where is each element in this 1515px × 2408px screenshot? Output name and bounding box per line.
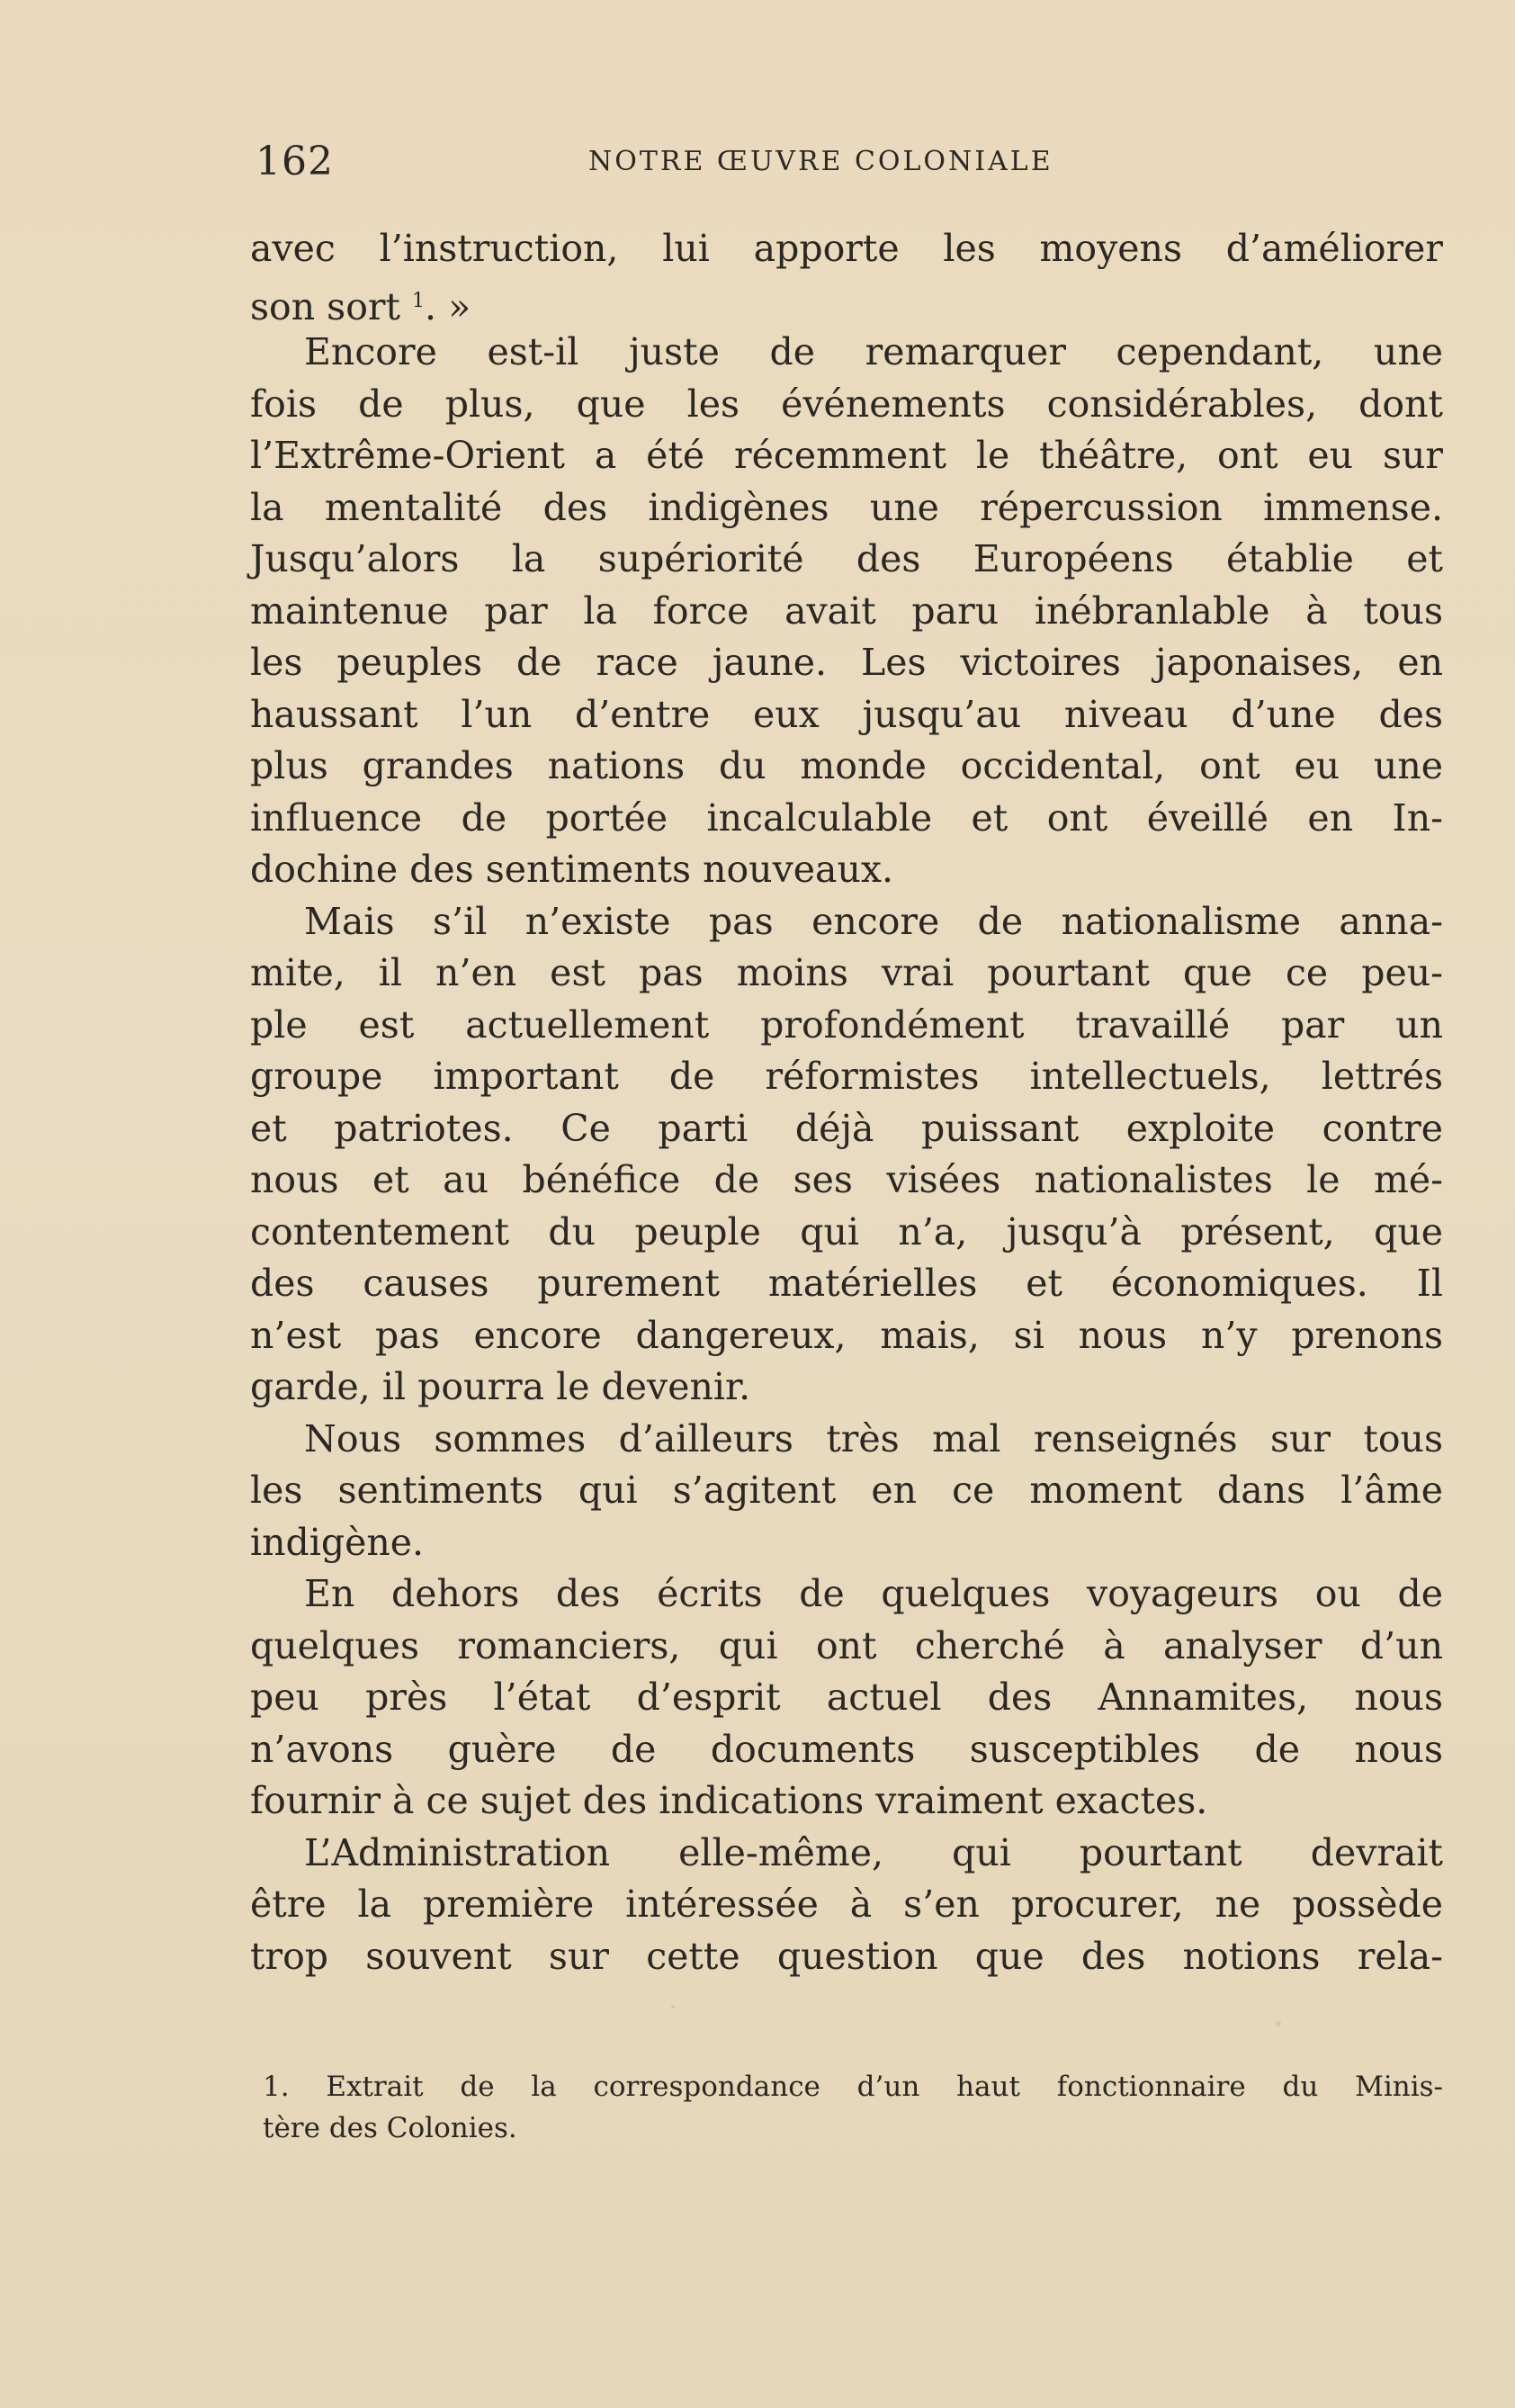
closing-quote: . »	[425, 284, 471, 328]
page-number: 162	[255, 139, 334, 184]
footnote-marker: 1	[412, 289, 426, 312]
text-line: Jusqu’alors la supériorité des Européens établie et	[250, 537, 1443, 580]
text-line: n’avons guère de documents susceptibles de nous	[250, 1727, 1443, 1771]
paper-speck	[1276, 2021, 1281, 2026]
text-line: la mentalité des indigènes une répercussion immense.	[250, 485, 1443, 529]
text-line: ple est actuellement profondément travaillé par un	[250, 1002, 1443, 1047]
text-line: trop souvent sur cette question que des notions rela-	[250, 1934, 1443, 1978]
text-line: n’est pas encore dangereux, mais, si nous n’y prenons	[250, 1313, 1443, 1357]
text-line: garde, il pourra le devenir.	[250, 1365, 751, 1408]
text-line: maintenue par la force avait paru inébranlable à tous	[250, 589, 1443, 633]
text-line: indigène.	[250, 1520, 425, 1564]
text-line: L’Administration elle-même, qui pourtant devrait	[304, 1830, 1443, 1874]
text-line: Encore est-il juste de remarquer cependant, une	[304, 330, 1443, 373]
text-line: quelques romanciers, qui ont cherché à analyser d’un	[250, 1623, 1443, 1667]
paper-speck	[671, 2005, 675, 2008]
text-line: plus grandes nations du monde occidental, ont eu une	[250, 744, 1443, 787]
text-line: les sentiments qui s’agitent en ce moment dans l’âme	[250, 1469, 1443, 1512]
text-line: peu près l’état d’esprit actuel des Annamites, nous	[250, 1676, 1443, 1719]
footnote-line: tère des Colonies.	[263, 2112, 517, 2144]
text-line: les peuples de race jaune. Les victoires japonaises, en	[250, 641, 1443, 684]
text-line: haussant l’un d’entre eux jusqu’au niveau d’une des	[250, 692, 1443, 736]
text-line: groupe important de réformistes intellectuels, lettrés	[250, 1055, 1443, 1098]
page-header	[255, 135, 1443, 189]
text-fragment: son sort	[250, 284, 400, 328]
text-line: des causes purement matérielles et économiques. Il	[250, 1262, 1443, 1305]
text-line: et patriotes. Ce parti déjà puissant exploite contre	[250, 1106, 1443, 1150]
running-title: NOTRE ŒUVRE COLONIALE	[588, 146, 1053, 177]
text-line: En dehors des écrits de quelques voyageurs ou de	[304, 1572, 1443, 1615]
text-line: mite, il n’en est pas moins vrai pourtant que ce peu-	[250, 951, 1443, 994]
text-line: influence de portée incalculable et ont éveillé en In-	[250, 795, 1443, 840]
text-line: nous et au bénéfice de ses visées nationalistes le mé-	[250, 1158, 1443, 1201]
text-line: fois de plus, que les événements considérables, dont	[250, 382, 1443, 426]
text-line: Nous sommes d’ailleurs très mal renseignés sur tous	[304, 1416, 1443, 1460]
text-line: contentement du peuple qui n’a, jusqu’à présent, que	[250, 1209, 1443, 1253]
text-line: Mais s’il n’existe pas encore de nationalisme anna-	[304, 899, 1443, 943]
text-line: dochine des sentiments nouveaux.	[250, 848, 894, 891]
text-line: être la première intéressée à s’en procurer, ne possède	[250, 1882, 1443, 1926]
body-text	[250, 223, 1443, 1982]
text-line: avec l’instruction, lui apporte les moyens d’améliorer	[250, 227, 1443, 270]
footnote-line: 1. Extrait de la correspondance d’un haut fonctionnaire du Minis-	[263, 2071, 1443, 2103]
text-line	[250, 275, 1443, 328]
footnote	[263, 2066, 1443, 2149]
text-line: l’Extrême-Orient a été récemment le théâtre, ont eu sur	[250, 434, 1443, 477]
text-line: fournir à ce sujet des indications vraiment exactes.	[250, 1779, 1208, 1822]
